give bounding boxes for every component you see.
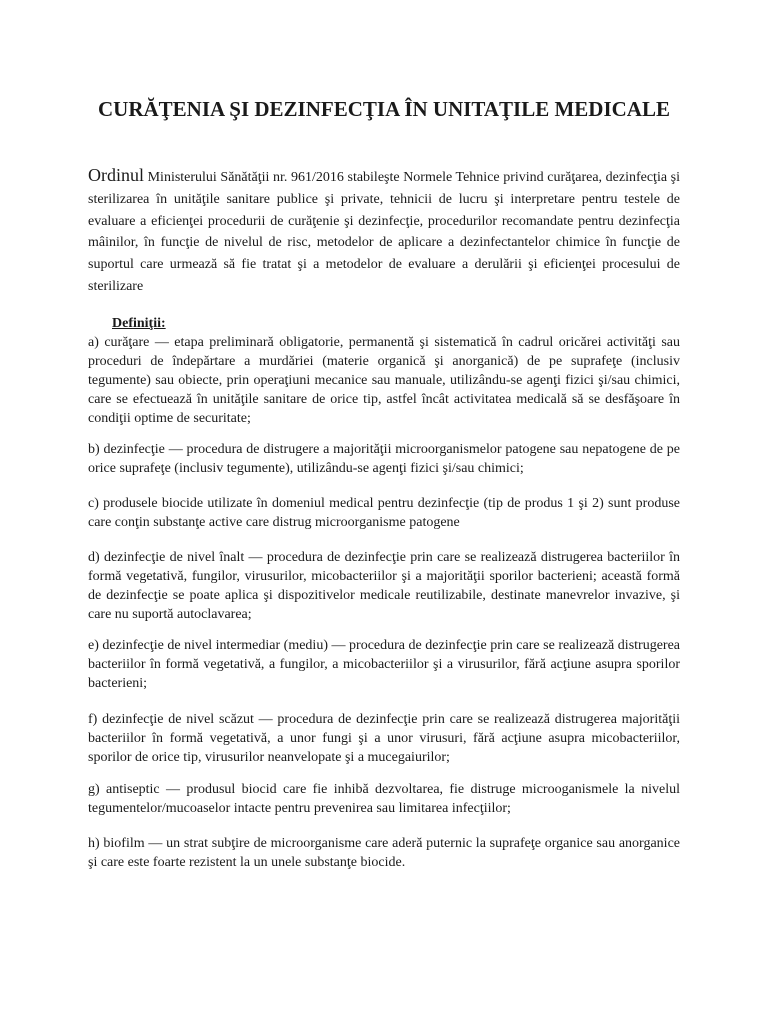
definition-d: d) dezinfecţie de nivel înalt — procedura de dezinfecţie prin care se realizează distrugerea bacteriilor în formă vegetativă, fungilor, virusurilor, micobacteriilor şi a majorităţii sporilor bacterieni; această formă de dezinfecţie se poate aplica şi dispozitivelor medicale reutilizabile, destinate manevrelor invazive, şi care nu suportă autoclavarea; — [88, 550, 680, 622]
intro-paragraph — [88, 165, 680, 298]
intro-first-word: Ordinul — [88, 165, 144, 185]
definition-c: c) produsele biocide utilizate în domeniul medical pentru dezinfecţie (tip de produs 1 şi 2) sunt produse care conţin substanţe active care distrug microorganisme patogene — [88, 496, 680, 530]
definition-f: f) dezinfecţie de nivel scăzut — procedura de dezinfecţie prin care se realizează distrugerea majorităţii bacteriilor în formă vegetativă, a unor fungi şi a unor virusuri, fără acţiune asupra micobacteriilor, sporilor de orice tip, virusurilor neanvelopate şi a mucegaiurilor; — [88, 712, 680, 765]
definitions-heading: Definiţii: — [112, 316, 166, 331]
definition-b: b) dezinfecţie — procedura de distrugere a majorităţii microorganismelor patogene sau nepatogene de pe orice suprafeţe (inclusiv tegumente), utilizându-se agenţi fizici şi/sau chimici; — [88, 442, 680, 476]
intro-text: Ministerului Sănătăţii nr. 961/2016 stabileşte Normele Tehnice privind curăţarea, dezinfecţia şi sterilizarea în unităţile sanitare publice şi private, tehnicii de lucru şi interpretare pentru testele de evaluare a eficienţei procedurii de curăţenie şi dezinfecţie, procedurilor recomandate pentru dezinfecţia mâinilor, în funcţie de nivelul de risc, metodelor de aplicare a dezinfectantelor chimice în funcţie de suportul care urmează să fie tratat şi a metodelor de evaluare a derulării şi eficienţei procesului de sterilizare — [88, 170, 680, 294]
document-title: CURĂŢENIA ŞI DEZINFECŢIA ÎN UNITAŢILE MEDICALE — [98, 97, 670, 121]
definition-e: e) dezinfecţie de nivel intermediar (mediu) — procedura de dezinfecţie prin care se realizează distrugerea bacteriilor în formă vegetativă, a fungilor, a micobacteriilor şi a virusurilor, fără acţiune asupra sporilor bacterieni; — [88, 638, 680, 691]
definition-g: g) antiseptic — produsul biocid care fie inhibă dezvoltarea, fie distruge microoganismele la nivelul tegumentelor/mucoaselor intacte pentru prevenirea sau limitarea infecţiilor; — [88, 782, 680, 816]
definition-h: h) biofilm — un strat subţire de microorganisme care aderă puternic la suprafeţe organice sau anorganice şi care este foarte rezistent la un unele substanţe biocide. — [88, 836, 680, 870]
definition-a: a) curăţare — etapa preliminară obligatorie, permanentă şi sistematică în cadrul oricărei activităţi sau proceduri de îndepărtare a murdăriei (materie organică şi anorganică) de pe suprafeţe (inclusiv tegumente) sau obiecte, prin operaţiuni mecanice sau manuale, utilizându-se agenţi fizici şi/sau chimici, care se efectuează în unităţile sanitare de orice tip, astfel încât activitatea medicală să se desfăşoare în condiţii optime de securitate; — [88, 335, 680, 426]
